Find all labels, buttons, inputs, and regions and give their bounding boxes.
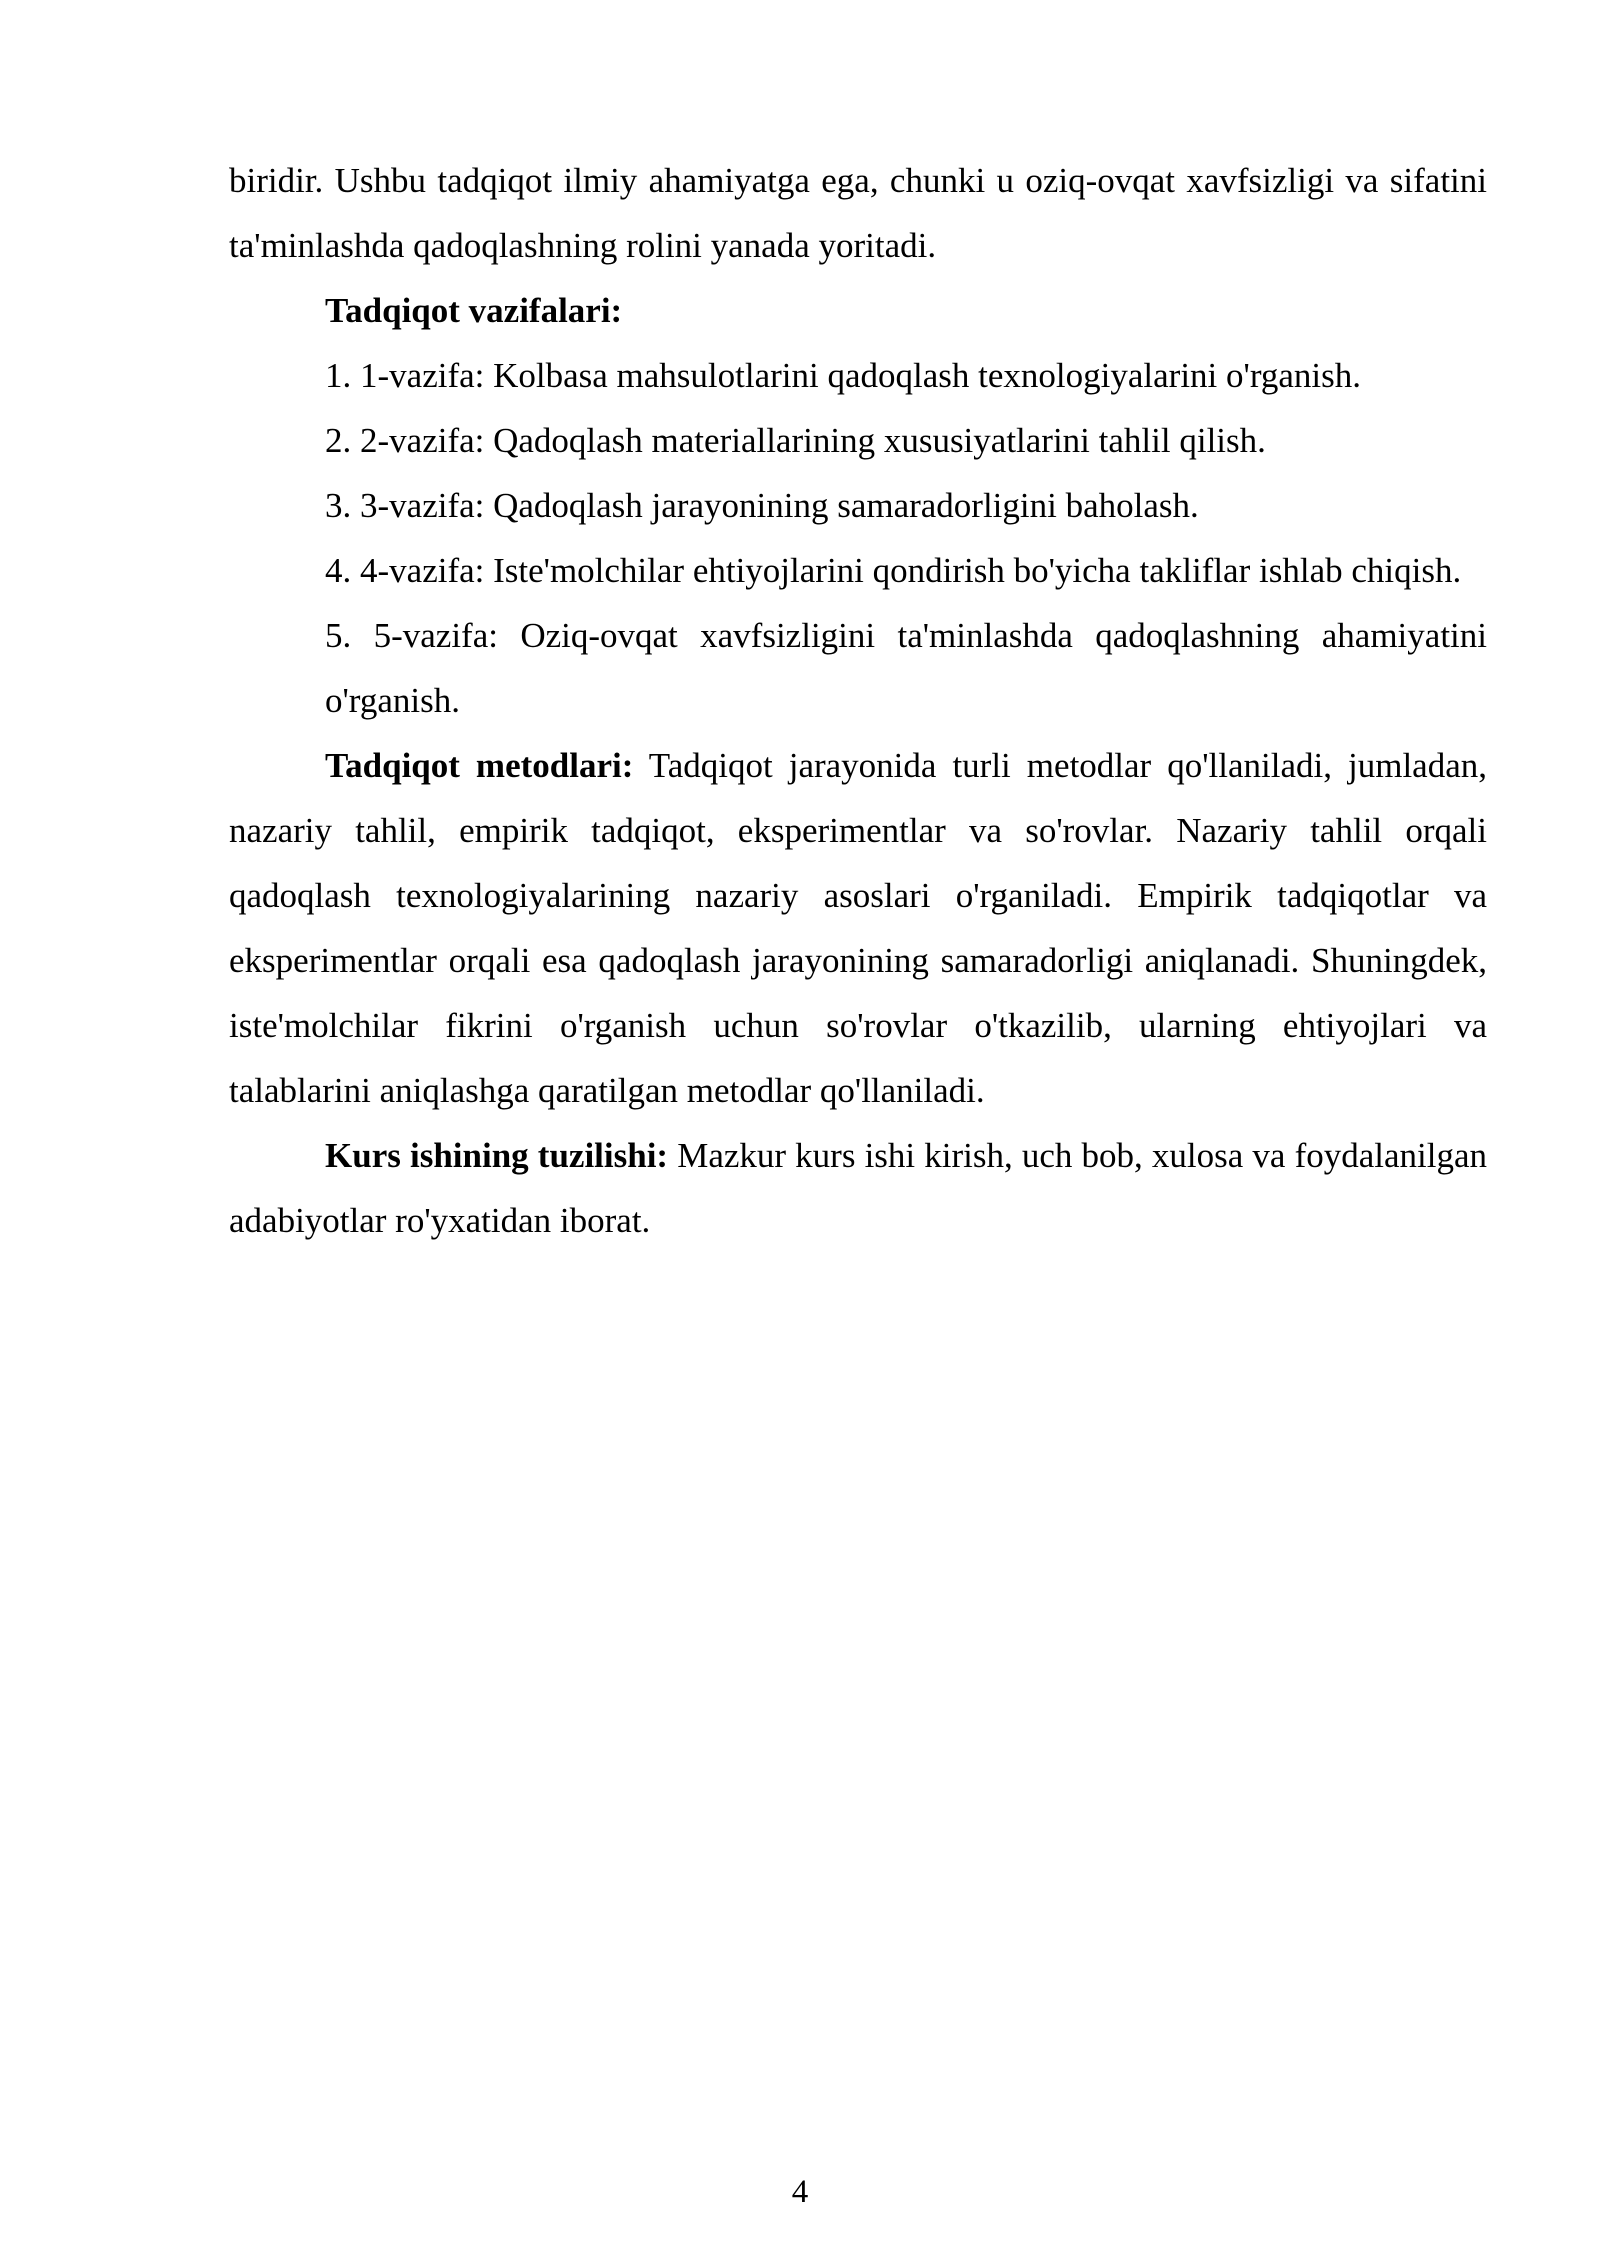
document-page — [229, 148, 1487, 1253]
task-item-4: 4. 4-vazifa: Iste'molchilar ehtiyojlarini qondirish bo'yicha takliflar ishlab chiqish. — [325, 551, 1462, 590]
page-number: 4 — [791, 2174, 809, 2210]
methods-text: Tadqiqot jarayonida turli metodlar qo'llaniladi, jumladan, nazariy tahlil, empirik tadqiqot, eksperimentlar va so'rovlar. Nazariy tahlil orqali qadoqlash texnologiyalarining nazariy asoslari o'rganiladi. Empirik tadqiqotlar va eksperimentlar orqali esa qadoqlash jarayonining samaradorligi aniqlanadi. Shuningdek, iste'molchilar fikrini o'rganish uchun so'rovlar o'tkazilib, ularning ehtiyojlari va talablarini aniqlashga qaratilgan metodlar qo'llaniladi. — [229, 746, 1487, 1110]
task-item-1: 1. 1-vazifa: Kolbasa mahsulotlarini qadoqlash texnologiyalarini o'rganish. — [325, 356, 1361, 395]
structure-label: Kurs ishining tuzilishi: — [325, 1136, 669, 1175]
structure-paragraph — [229, 1123, 1487, 1253]
intro-paragraph: biridir. Ushbu tadqiqot ilmiy ahamiyatga ega, chunki u oziq-ovqat xavfsizligi va sifatini ta'minlashda qadoqlashning rolini yanada yoritadi. — [229, 161, 1487, 265]
task-item-3: 3. 3-vazifa: Qadoqlash jarayonining samaradorligini baholash. — [325, 486, 1199, 525]
tasks-list — [229, 343, 1487, 733]
structure-text: Mazkur kurs ishi kirish, uch bob, xulosa va foydalanilgan adabiyotlar ro'yxatidan iborat. — [229, 1136, 1487, 1240]
task-item-5: 5. 5-vazifa: Oziq-ovqat xavfsizligini ta'minlashda qadoqlashning ahamiyatini o'rganish. — [325, 616, 1487, 720]
methods-label: Tadqiqot metodlari: — [325, 746, 634, 785]
task-item-2: 2. 2-vazifa: Qadoqlash materiallarining xususiyatlarini tahlil qilish. — [325, 421, 1266, 460]
methods-paragraph — [229, 733, 1487, 1123]
tasks-heading: Tadqiqot vazifalari: — [325, 291, 623, 330]
